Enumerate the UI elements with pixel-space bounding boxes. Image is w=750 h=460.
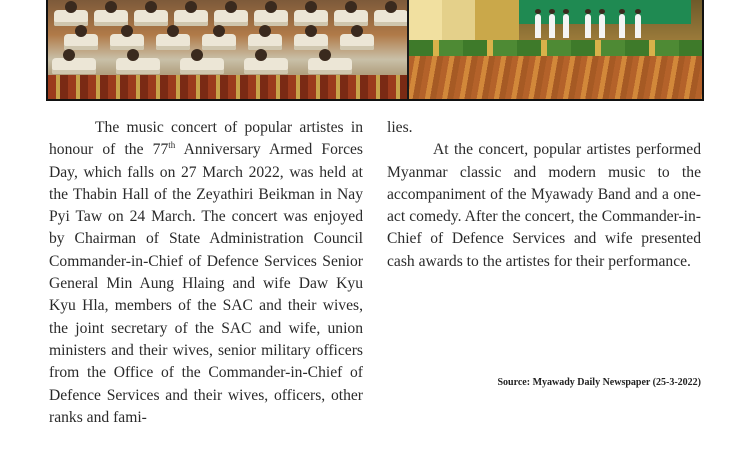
performer (535, 14, 541, 38)
performer (585, 14, 591, 38)
performer (563, 14, 569, 38)
stage-photo (409, 0, 702, 99)
carpet (48, 75, 407, 99)
audience-photo (48, 0, 407, 99)
paragraph-1 (49, 117, 363, 429)
performer (599, 14, 605, 38)
performer (619, 14, 625, 38)
paragraph-1-start: The music concert of popular artistes in honour of the 77 (49, 119, 363, 159)
source-citation: Source: Myawady Daily Newspaper (25-3-2022) (497, 377, 701, 388)
performer (549, 14, 555, 38)
seat-row (48, 58, 407, 74)
right-column (387, 117, 701, 273)
paragraph-2: At the concert, popular artistes performed Myanmar classic and modern music to the accompaniment of the Myawady Band and a one-act comedy. After the concert, the Commander-in-Chief of Defence Services and wife presented cash awards to the artistes for their performance. (387, 141, 701, 270)
performer (635, 14, 641, 38)
left-column (49, 117, 363, 429)
paragraph-1-rest: Anniversary Armed Forces Day, which falls on 27 March 2022, was held at the Thabin Hall of the Zeyathiri Beikman in Nay Pyi Taw on 24 March. The concert was enjoyed by Chairman of State Administration Council Commander-in-Chief of Defence Services Senior General Min Aung Hlaing and wife Daw Kyu Kyu Hla, members of the SAC and their wives, the joint secretary of the SAC and wife, union ministers and their wives, senior military officers from the Office of the Commander-in-Chief of Defence Services and their wives, officers, other ranks and fami- (49, 141, 363, 426)
stage-screen (519, 0, 691, 24)
photo-strip (46, 0, 704, 101)
paragraph-1-continuation: lies. (387, 119, 413, 136)
seat-row (48, 34, 407, 50)
stage-floor (409, 56, 702, 99)
ordinal-suffix: th (168, 140, 176, 151)
seat-row (48, 10, 407, 26)
stage-edge (409, 40, 702, 56)
